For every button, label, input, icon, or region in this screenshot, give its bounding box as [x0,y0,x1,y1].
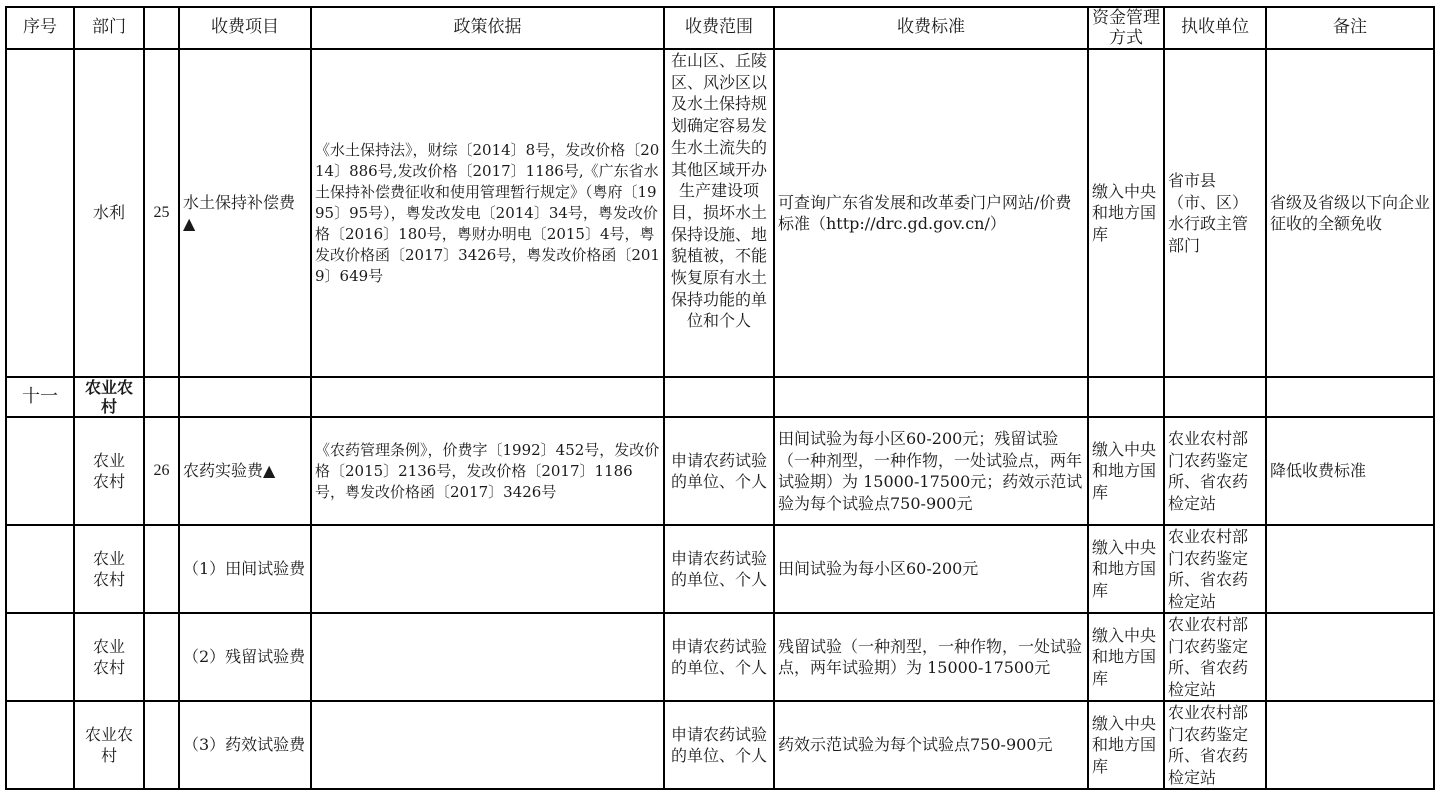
cell-dept: 农业农村 [74,377,144,417]
cell-remark: 降低收费标准 [1266,417,1434,525]
cell-standard: 可查询广东省发展和改革委门户网站/价费标准（http://drc.gd.gov.cn/） [774,49,1088,377]
cell-policy [311,613,664,701]
cell-policy: 《农药管理条例》，价费字〔1992〕452号，发改价格〔2015〕2136号，发改价格〔2017〕1186号，粤发改价格函〔2017〕3426号 [311,417,664,525]
section-row [6,377,1434,417]
cell-seq [6,417,74,525]
header-standard: 收费标准 [774,7,1088,49]
cell-collector [1164,377,1266,417]
cell-dept: 农业农村 [74,525,144,613]
cell-seq [6,49,74,377]
cell-scope [664,377,774,417]
triangle-mark-icon: ▲ [263,461,276,481]
cell-scope: 申请农药试验的单位、个人 [664,613,774,701]
fee-table [5,6,1435,790]
cell-fund: 缴入中央和地方国库 [1088,525,1164,613]
triangle-mark-icon: ▲ [183,214,196,233]
cell-scope: 申请农药试验的单位、个人 [664,417,774,525]
table-row [6,701,1434,789]
cell-item [179,49,311,377]
cell-seq [6,701,74,789]
cell-remark: 省级及省级以下向企业征收的全额免收 [1266,49,1434,377]
cell-scope: 在山区、丘陵区、风沙区以及水土保持规划确定容易发生水土流失的其他区域开办生产建设项目，损坏水土保持设施、地貌植被，不能恢复原有水土保持功能的单位和个人 [664,49,774,377]
cell-no: 25 [144,49,179,377]
cell-no [144,701,179,789]
cell-fund [1088,377,1164,417]
cell-fund: 缴入中央和地方国库 [1088,613,1164,701]
cell-seq: 十一 [6,377,74,417]
cell-item: （1）田间试验费 [179,525,311,613]
cell-standard: 田间试验为每小区60-200元 [774,525,1088,613]
header-row [6,7,1434,49]
cell-fund: 缴入中央和地方国库 [1088,701,1164,789]
cell-standard [774,377,1088,417]
cell-collector: 农业农村部门农药鉴定所、省农药检定站 [1164,701,1266,789]
cell-remark [1266,701,1434,789]
table-row [6,49,1434,377]
cell-item: （2）残留试验费 [179,613,311,701]
cell-dept: 水利 [74,49,144,377]
cell-collector: 省市县（市、区）水行政主管部门 [1164,49,1266,377]
cell-fund: 缴入中央和地方国库 [1088,417,1164,525]
cell-no [144,613,179,701]
cell-collector: 农业农村部门农药鉴定所、省农药检定站 [1164,525,1266,613]
cell-item: （3）药效试验费 [179,701,311,789]
cell-item [179,377,311,417]
item-label: 农药实验费 [183,461,264,481]
cell-standard: 药效示范试验为每个试验点750-900元 [774,701,1088,789]
cell-remark [1266,525,1434,613]
cell-seq [6,525,74,613]
cell-scope: 申请农药试验的单位、个人 [664,701,774,789]
cell-policy [311,701,664,789]
cell-dept: 农业农村 [74,613,144,701]
cell-seq [6,613,74,701]
table-row [6,613,1434,701]
header-item: 收费项目 [179,7,311,49]
header-scope: 收费范围 [664,7,774,49]
header-remark: 备注 [1266,7,1434,49]
header-dept: 部门 [74,7,144,49]
cell-remark [1266,377,1434,417]
cell-collector: 农业农村部门农药鉴定所、省农药检定站 [1164,613,1266,701]
header-fund: 资金管理方式 [1088,7,1164,49]
item-label: 水土保持补偿费 [183,192,296,212]
cell-remark [1266,613,1434,701]
cell-no: 26 [144,417,179,525]
table-row [6,417,1434,525]
header-collector: 执收单位 [1164,7,1266,49]
cell-policy [311,525,664,613]
cell-policy [311,377,664,417]
cell-item [179,417,311,525]
header-policy: 政策依据 [311,7,664,49]
header-no [144,7,179,49]
cell-no [144,525,179,613]
cell-standard: 田间试验为每小区60-200元；残留试验（一种剂型，一种作物，一处试验点，两年试验期）为 15000-17500元；药效示范试验为每个试验点750-900元 [774,417,1088,525]
table-row [6,525,1434,613]
cell-dept: 农业农村 [74,417,144,525]
cell-policy: 《水土保持法》，财综〔2014〕8号，发改价格〔2014〕886号,发改价格〔2017〕1186号,《广东省水土保持补偿费征收和使用管理暂行规定》（粤府〔1995〕95号），粤发改发电〔2014〕34号，粤发改价格〔2016〕180号，粤财办明电〔2015〕4号，粤发改价格函〔2017〕3426号，粤发改价格函〔2019〕649号 [311,49,664,377]
cell-no [144,377,179,417]
cell-fund: 缴入中央和地方国库 [1088,49,1164,377]
cell-collector: 农业农村部门农药鉴定所、省农药检定站 [1164,417,1266,525]
header-seq: 序号 [6,7,74,49]
cell-standard: 残留试验（一种剂型，一种作物，一处试验点，两年试验期）为 15000-17500元 [774,613,1088,701]
cell-dept: 农业农村 [74,701,144,789]
cell-scope: 申请农药试验的单位、个人 [664,525,774,613]
